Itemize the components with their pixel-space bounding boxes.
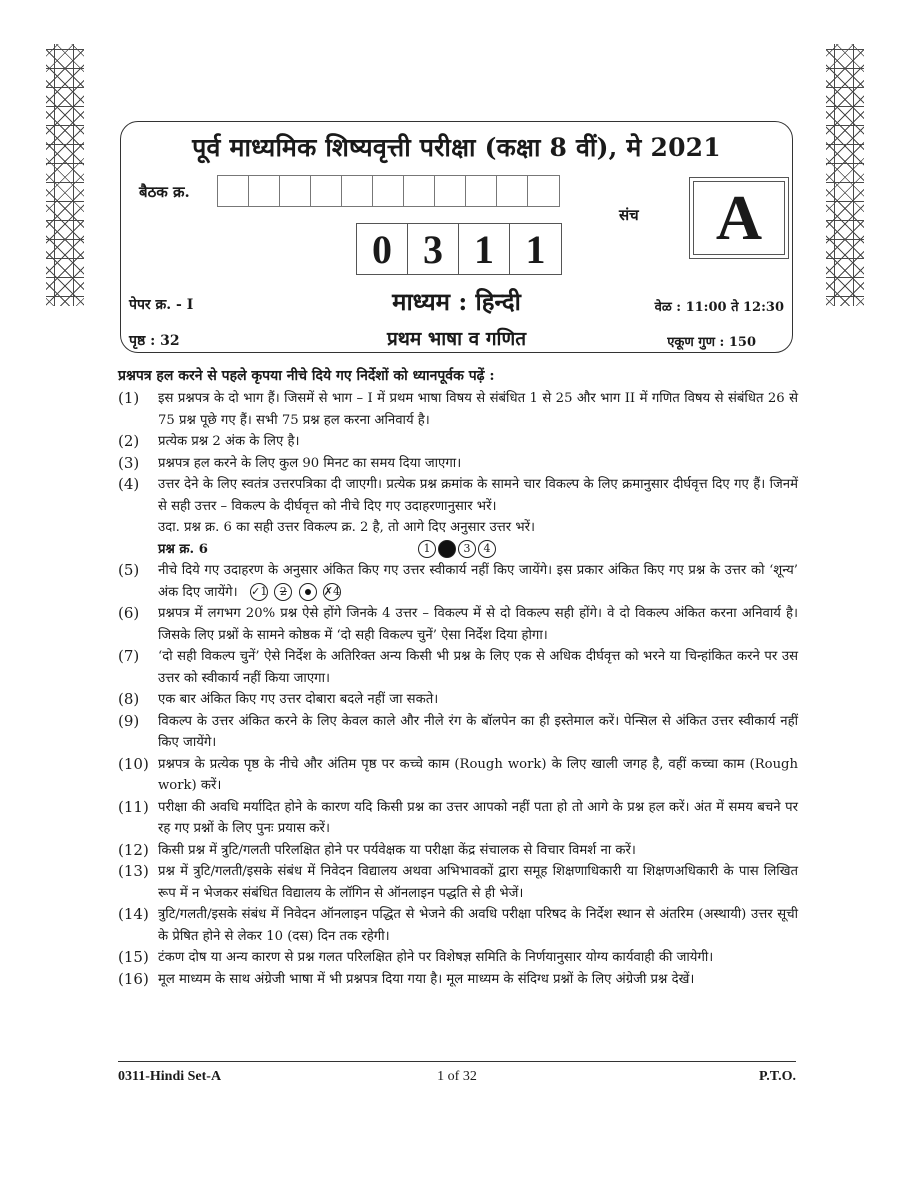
set-value: A bbox=[693, 181, 785, 255]
instruction-number: (2) bbox=[118, 432, 140, 450]
instruction-item bbox=[118, 560, 798, 603]
instruction-text: ‘दो सही विकल्प चुनें’ ऐसे निर्देश के अतिरिक्त अन्य किसी भी प्रश्न के लिए एक से अधिक दीर्घवृत्त को भरने या चिन्हांकित करने पर उस उत्तर को स्वीकार्य नहीं किया जाएगा। bbox=[158, 649, 798, 686]
paper-code-digit: 0 bbox=[357, 224, 408, 274]
option-bubble-icon: 3 bbox=[458, 540, 476, 558]
instruction-number: (13) bbox=[118, 862, 149, 880]
instruction-number: (7) bbox=[118, 647, 140, 665]
seat-number-cell[interactable] bbox=[404, 176, 435, 206]
paper-code-boxes bbox=[356, 223, 562, 275]
seat-number-cell[interactable] bbox=[466, 176, 497, 206]
instruction-number: (1) bbox=[118, 389, 140, 407]
instruction-item bbox=[118, 947, 798, 969]
instruction-text: त्रुटि/गलती/इसके संबंध में निवेदन ऑनलाइन पद्धित से भेजने की अवधि परीक्षा परिषद के निर्देश स्थान से अंतरिम (अस्थायी) उत्तर सूची के प्रेषित होने से लेकर 10 (दस) दिन तक रहेगी। bbox=[158, 907, 798, 944]
instruction-number: (8) bbox=[118, 690, 140, 708]
tick-bubble-icon: ✓1 bbox=[250, 583, 268, 601]
instruction-item bbox=[118, 840, 798, 862]
exam-medium: माध्यम : हिन्दी bbox=[392, 287, 521, 316]
instruction-item bbox=[118, 388, 798, 431]
decorative-border-left bbox=[46, 44, 84, 306]
instruction-text: प्रश्नपत्र हल करने के लिए कुल 90 मिनट का समय दिया जाएगा। bbox=[158, 455, 462, 471]
instruction-item bbox=[118, 754, 798, 797]
seat-number-cell[interactable] bbox=[218, 176, 249, 206]
seat-number-cell[interactable] bbox=[311, 176, 342, 206]
paper-number: पेपर क्र. - I bbox=[129, 297, 194, 313]
seat-number-cell[interactable] bbox=[373, 176, 404, 206]
instruction-number: (4) bbox=[118, 475, 140, 493]
set-label: संच bbox=[619, 206, 639, 224]
instruction-number: (14) bbox=[118, 905, 149, 923]
instruction-item bbox=[118, 797, 798, 840]
exam-time: वेळ : 11:00 ते 12:30 bbox=[654, 300, 784, 315]
instructions-list bbox=[118, 388, 798, 990]
cross-bubble-icon: ✗4 bbox=[323, 583, 341, 601]
option-bubble-icon: 4 bbox=[478, 540, 496, 558]
instruction-text: प्रश्नपत्र में लगभग 20% प्रश्न ऐसे होंगे जिनके 4 उत्तर – विकल्प में से दो विकल्प सही होंगे। वे दो विकल्प अंकित करना अनिवार्य है। जिसके लिए प्रश्नों के सामने कोष्ठक में ‘दो सही विकल्प चुनें’ ऐसा निर्देश दिया होगा। bbox=[158, 606, 798, 643]
instruction-text: नीचे दिये गए उदाहरण के अनुसार अंकित किए गए उत्तर स्वीकार्य नहीं किए जायेंगे। इस प्रकार अंकित किए गए प्रश्न के उत्तर को ‘शून्य’ अंक दिए जायेंगे। bbox=[158, 563, 798, 600]
instruction-number: (11) bbox=[118, 797, 149, 816]
instruction-item bbox=[118, 431, 798, 453]
instruction-item bbox=[118, 711, 798, 754]
exam-subject: प्रथम भाषा व गणित bbox=[386, 328, 527, 350]
exam-title: पूर्व माध्यमिक शिष्यवृत्ती परीक्षा (कक्षा 8 वीं), मे 2021 bbox=[192, 133, 721, 162]
instruction-text: मूल माध्यम के साथ अंग्रेजी भाषा में भी प्रश्नपत्र दिया गया है। मूल माध्यम के संदिग्ध प्रश्नों के लिए अंग्रेजी प्रश्न देखें। bbox=[158, 971, 695, 987]
option-bubble-icon: 1 bbox=[418, 540, 436, 558]
footer-paper-id: 0311-Hindi Set-A bbox=[118, 1069, 222, 1084]
instruction-item bbox=[118, 689, 798, 711]
instruction-text: टंकण दोष या अन्य कारण से प्रश्न गलत परिलक्षित होने पर विशेषज्ञ समिति के निर्णयानुसार योग्य कार्यवाही की जायेगी। bbox=[158, 950, 714, 965]
instruction-item bbox=[118, 603, 798, 646]
footer-page-number: 1 of 32 bbox=[437, 1069, 477, 1084]
decorative-border-right bbox=[826, 44, 864, 306]
seat-number-label: बैठक क्र. bbox=[139, 183, 190, 201]
page-count: पृष्ठ : 32 bbox=[129, 333, 180, 349]
instruction-text: इस प्रश्नपत्र के दो भाग हैं। जिसमें से भाग – I में प्रथम भाषा विषय से संबंधित 1 से 25 और भाग II में गणित विषय से संबंधित 26 से 75 प्रश्न पूछे गए हैं। सभी 75 प्रश्न हल करना अनिवार्य है। bbox=[158, 391, 798, 428]
footer-divider bbox=[118, 1061, 796, 1062]
seat-number-boxes[interactable] bbox=[217, 175, 560, 207]
seat-number-cell[interactable] bbox=[528, 176, 559, 206]
instruction-number: (5) bbox=[118, 561, 140, 579]
instruction-text: प्रश्न में त्रुटि/गलती/इसके संबंध में निवेदन विद्यालय अथवा अभिभावकों द्वारा समूह शिक्षणाधिकारी या शिक्षणअधिकारी के पास लिखित रूप में न भेजकर संबंधित विद्यालय के लॉगिन से ऑनलाइन पद्धति से ही भेजें। bbox=[158, 864, 798, 901]
instruction-text: प्रत्येक प्रश्न 2 अंक के लिए है। bbox=[158, 434, 300, 449]
total-marks: एकूण गुण : 150 bbox=[667, 335, 756, 350]
paper-code-digit: 1 bbox=[525, 226, 546, 272]
instruction-text: उत्तर देने के लिए स्वतंत्र उत्तरपत्रिका दी जाएगी। प्रत्येक प्रश्न क्रमांक के सामने चार विकल्प के लिए क्रमानुसार दीर्घवृत्त दिए गए हैं। जिनमें से सही उत्तर – विकल्प के दीर्घवृत्त को नीचे दिए गए उदाहरणानुसार भरें। bbox=[158, 477, 798, 514]
instruction-number: (6) bbox=[118, 604, 140, 622]
filled-bubble-icon bbox=[438, 540, 456, 558]
footer-pto: P.T.O. bbox=[759, 1069, 796, 1084]
set-box bbox=[689, 177, 789, 259]
answer-example-row bbox=[158, 539, 798, 561]
seat-number-cell[interactable] bbox=[280, 176, 311, 206]
instruction-number: (12) bbox=[118, 840, 149, 859]
instruction-item bbox=[118, 474, 798, 560]
instruction-item bbox=[118, 453, 798, 475]
instruction-number: (16) bbox=[118, 969, 149, 988]
instruction-number: (9) bbox=[118, 711, 140, 730]
seat-number-cell[interactable] bbox=[497, 176, 528, 206]
example-question-label: प्रश्न क्र. 6 bbox=[158, 541, 208, 557]
paper-code-digit: 3 bbox=[408, 224, 459, 274]
instruction-text: परीक्षा की अवधि मर्यादित होने के कारण यदि किसी प्रश्न का उत्तर आपको नहीं पता हो तो आगे के प्रश्न हल करें। अंत में समय बचने पर रह गए प्रश्नों के लिए पुनः प्रयास करें। bbox=[158, 799, 798, 836]
instruction-item bbox=[118, 646, 798, 689]
instruction-item bbox=[118, 904, 798, 947]
instruction-number: (3) bbox=[118, 453, 140, 472]
instruction-text: किसी प्रश्न में त्रुटि/गलती परिलक्षित होने पर पर्यवेक्षक या परीक्षा केंद्र संचालक से विचार विमर्श ना करें। bbox=[158, 842, 636, 858]
instruction-number: (10) bbox=[118, 754, 149, 773]
strike-bubble-icon: 2 bbox=[274, 583, 292, 601]
instructions-heading: प्रश्नपत्र हल करने से पहले कृपया नीचे दिये गए निर्देशों को ध्यानपूर्वक पढ़ें : bbox=[118, 368, 495, 384]
seat-number-cell[interactable] bbox=[342, 176, 373, 206]
paper-code-digit: 1 bbox=[459, 224, 510, 274]
instruction-text: एक बार अंकित किए गए उत्तर दोबारा बदले नहीं जा सकते। bbox=[158, 692, 439, 707]
instruction-item bbox=[118, 969, 798, 991]
exam-header-box bbox=[120, 121, 793, 353]
dot-bubble-icon bbox=[299, 583, 317, 601]
seat-number-cell[interactable] bbox=[435, 176, 466, 206]
instruction-example-text: उदा. प्रश्न क्र. 6 का सही उत्तर विकल्प क्र. 2 है, तो आगे दिए अनुसार उत्तर भरें। bbox=[158, 520, 536, 535]
seat-number-cell[interactable] bbox=[249, 176, 280, 206]
instruction-text: विकल्प के उत्तर अंकित करने के लिए केवल काले और नीले रंग के बॉलपेन का ही इस्तेमाल करें। पेन्सिल से अंकित उत्तर स्वीकार्य नहीं किए जायेंगे। bbox=[158, 713, 798, 750]
instruction-number: (15) bbox=[118, 948, 149, 966]
instruction-text: प्रश्नपत्र के प्रत्येक पृष्ठ के नीचे और अंतिम पृष्ठ पर कच्चे काम (Rough work) के लिए खाली जगह है, वहीं कच्चा काम (Rough work) करें। bbox=[158, 756, 798, 793]
instruction-item bbox=[118, 861, 798, 904]
